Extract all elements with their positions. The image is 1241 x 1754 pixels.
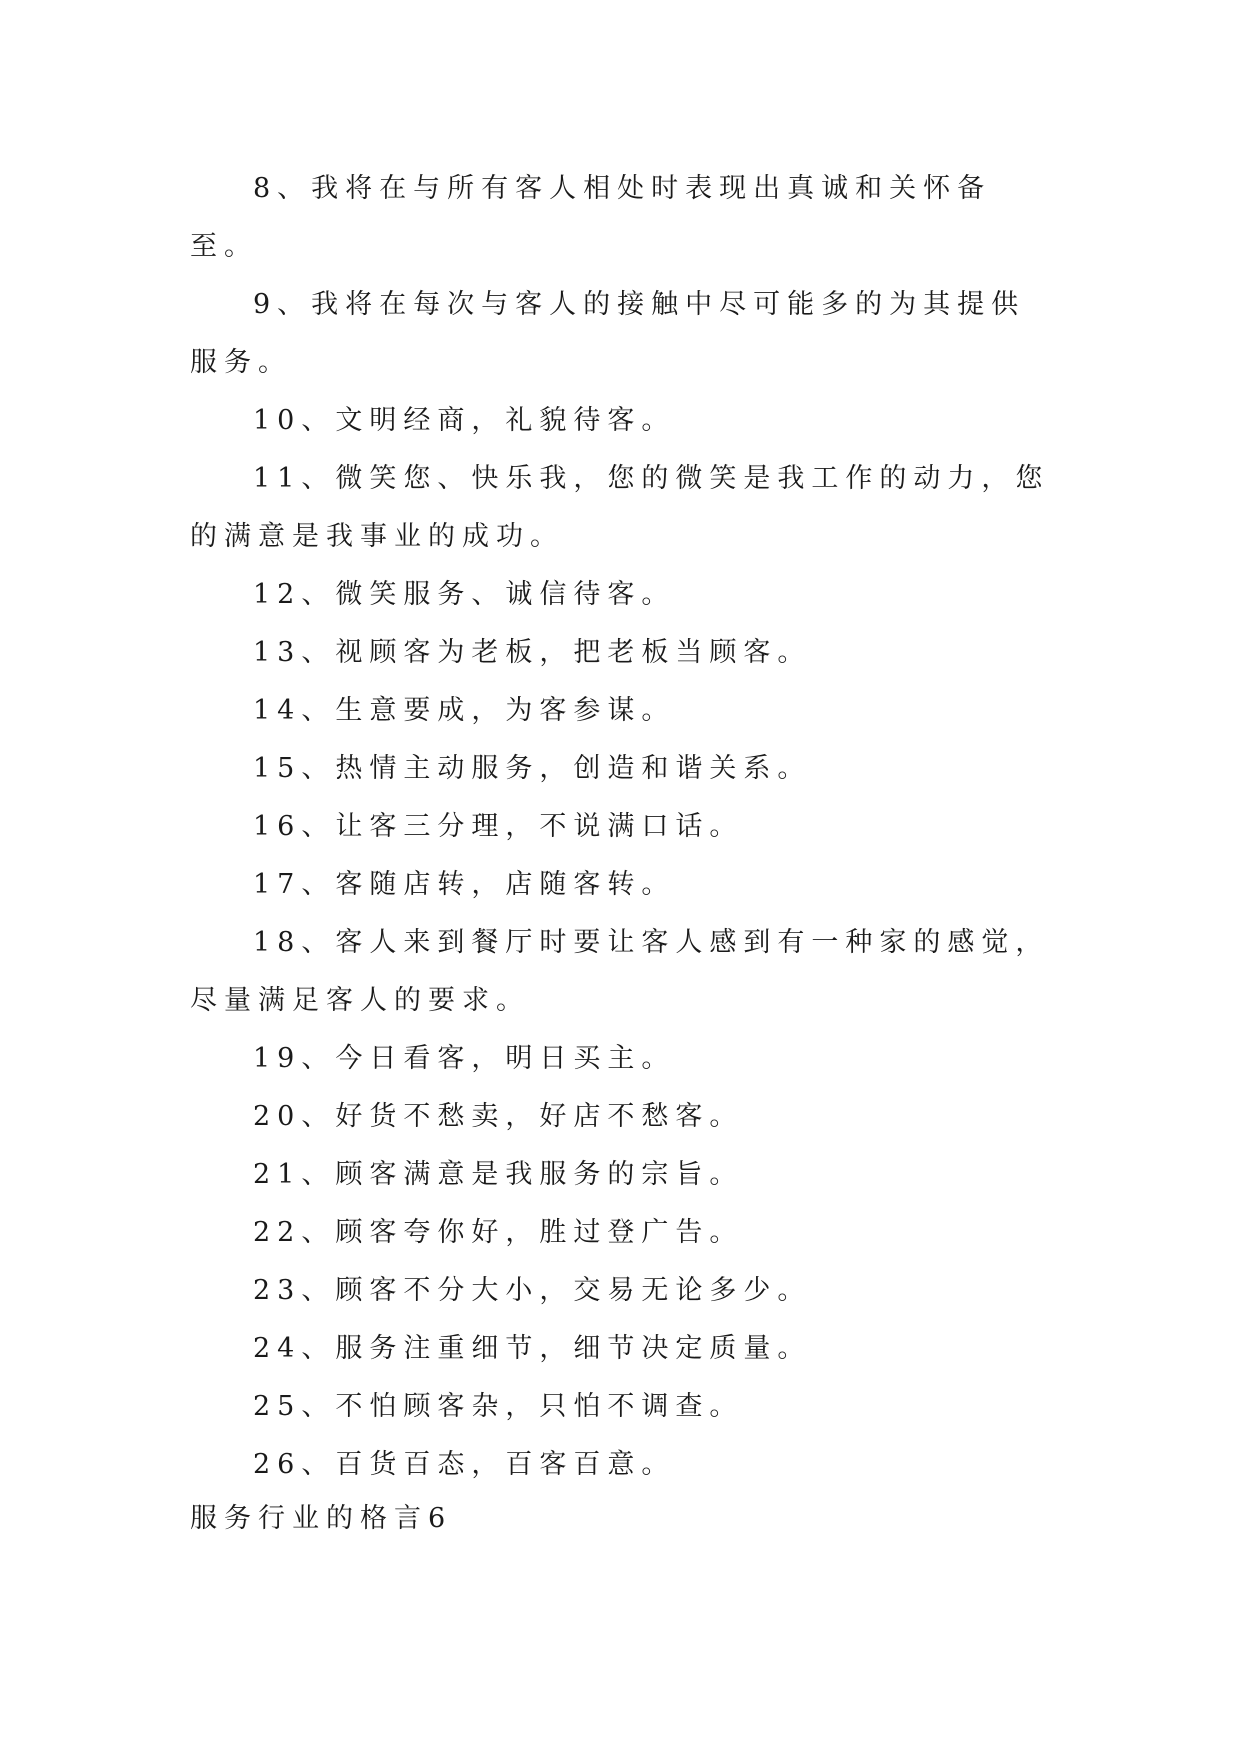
maxim-item: 13、视顾客为老板，把老板当顾客。 xyxy=(253,637,812,668)
maxim-item: 14、生意要成，为客参谋。 xyxy=(253,695,676,726)
maxim-item: 22、顾客夸你好，胜过登广告。 xyxy=(253,1217,744,1248)
maxim-item: 15、热情主动服务，创造和谐关系。 xyxy=(253,753,812,784)
maxim-item: 26、百货百态，百客百意。 xyxy=(253,1449,676,1480)
maxim-list xyxy=(190,160,1050,1494)
maxim-item: 20、好货不愁卖，好店不愁客。 xyxy=(253,1101,744,1132)
maxim-item: 16、让客三分理，不说满口话。 xyxy=(253,811,744,842)
maxim-item: 24、服务注重细节，细节决定质量。 xyxy=(253,1333,812,1364)
maxim-item: 9、我将在每次与客人的接触中尽可能多的为其提供服务。 xyxy=(190,289,1026,378)
maxim-item: 17、客随店转，店随客转。 xyxy=(253,869,676,900)
maxim-item: 19、今日看客，明日买主。 xyxy=(253,1043,676,1074)
maxim-item: 10、文明经商，礼貌待客。 xyxy=(253,405,676,436)
section-heading: 服务行业的格言6 xyxy=(190,1503,453,1534)
maxim-item: 11、微笑您、快乐我，您的微笑是我工作的动力，您的满意是我事业的成功。 xyxy=(190,463,1050,552)
maxim-item: 12、微笑服务、诚信待客。 xyxy=(253,579,676,610)
maxim-item: 23、顾客不分大小，交易无论多少。 xyxy=(253,1275,812,1306)
maxim-item: 25、不怕顾客杂，只怕不调查。 xyxy=(253,1391,744,1422)
maxim-item: 18、客人来到餐厅时要让客人感到有一种家的感觉，尽量满足客人的要求。 xyxy=(190,927,1050,1016)
maxim-item: 21、顾客满意是我服务的宗旨。 xyxy=(253,1159,744,1190)
maxim-item: 8、我将在与所有客人相处时表现出真诚和关怀备至。 xyxy=(190,173,992,262)
